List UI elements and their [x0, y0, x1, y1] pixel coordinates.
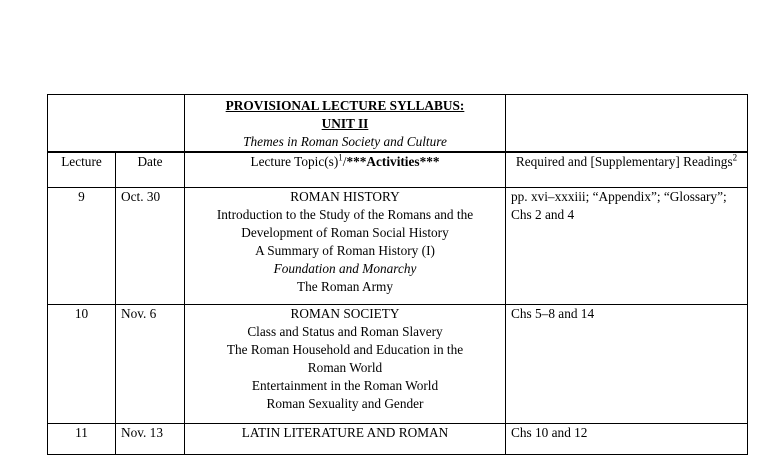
lecture-topics [185, 305, 506, 424]
lecture-readings: pp. xvi–xxxiii; “Appendix”; “Glossary”; Chs 2 and 4 [506, 188, 748, 305]
header-date: Date [116, 152, 185, 188]
topic-line: Introduction to the Study of the Romans and the [216, 207, 474, 222]
header-lecture: Lecture [48, 152, 116, 188]
topic-line: A Summary of Roman History (I) [255, 243, 435, 258]
header-topic-label: Lecture Topic(s) [250, 154, 339, 169]
unit-title: UNIT II [321, 116, 369, 131]
lecture-number: 9 [48, 188, 116, 305]
lecture-topics [185, 188, 506, 305]
topic-line: Roman Sexuality and Gender [266, 396, 424, 411]
syllabus-table [47, 94, 748, 455]
header-readings-label: Required and [Supplementary] Readings [515, 154, 733, 169]
header-topic [185, 152, 506, 188]
title-right-blank-cell [506, 95, 748, 153]
lecture-date: Oct. 30 [116, 188, 185, 305]
topic-line: Roman World [307, 360, 383, 375]
table-row [48, 188, 748, 305]
topic-line: Class and Status and Roman Slavery [247, 324, 443, 339]
syllabus-title: PROVISIONAL LECTURE SYLLABUS: [225, 98, 465, 113]
lecture-number: 11 [48, 424, 116, 455]
header-topic-slash: / [342, 154, 347, 169]
table-row [48, 424, 748, 455]
lecture-readings: Chs 5–8 and 14 [506, 305, 748, 424]
lecture-topics [185, 424, 506, 455]
topic-line: The Roman Household and Education in the [226, 342, 464, 357]
unit-subtitle: Themes in Roman Society and Culture [243, 134, 447, 149]
header-readings [506, 152, 748, 188]
title-row [48, 95, 748, 153]
topic-line: LATIN LITERATURE AND ROMAN [241, 425, 449, 440]
footnote-2-marker: 2 [732, 152, 738, 163]
lecture-date: Nov. 13 [116, 424, 185, 455]
topic-line: Foundation and Monarchy [273, 261, 417, 276]
footnote-1-marker: 1 [338, 152, 343, 163]
title-cell [185, 95, 506, 153]
topic-line: ROMAN HISTORY [290, 189, 400, 204]
title-blank-cell [48, 95, 185, 153]
lecture-date: Nov. 6 [116, 305, 185, 424]
topic-line: ROMAN SOCIETY [290, 306, 400, 321]
header-activities-label: ***Activities*** [346, 154, 440, 169]
lecture-number: 10 [48, 305, 116, 424]
topic-line: Development of Roman Social History [241, 225, 449, 240]
topic-line: Entertainment in the Roman World [251, 378, 439, 393]
topic-line: The Roman Army [296, 279, 394, 294]
column-header-row [48, 152, 748, 188]
table-row [48, 305, 748, 424]
lecture-readings: Chs 10 and 12 [506, 424, 748, 455]
